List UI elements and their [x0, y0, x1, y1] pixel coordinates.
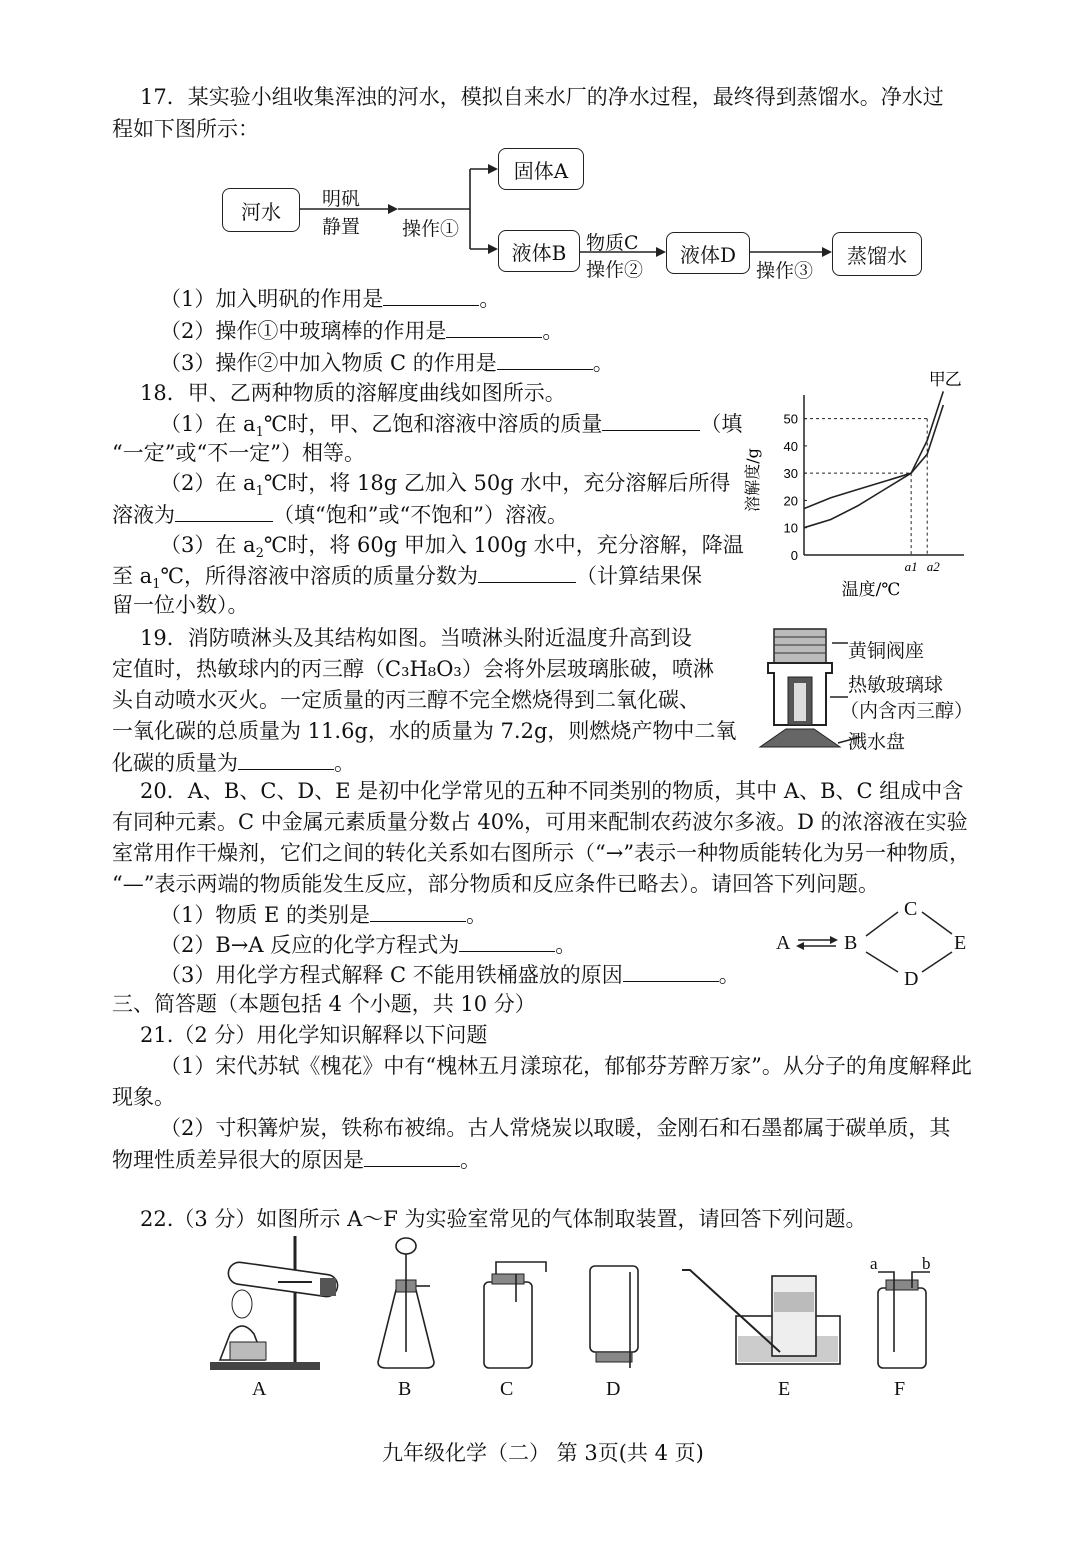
flow-liquid-d-box: 液体D — [666, 232, 750, 274]
y-tick-label: 0 — [790, 548, 798, 563]
apparatus-figure — [200, 1232, 960, 1382]
apparatus-label-c: C — [500, 1378, 514, 1400]
flow-river-box: 河水 — [222, 188, 300, 232]
sprinkler-ball-label2: （内含丙三醇） — [840, 700, 974, 722]
apparatus-label-f: F — [894, 1378, 906, 1400]
flow-distilled-box: 蒸馏水 — [832, 232, 922, 276]
q19-line4: 一氧化碳的总质量为 11.6g，水的质量为 7.2g，则燃烧产物中二氧 — [112, 719, 737, 743]
node-b: B — [844, 932, 858, 954]
q22-line1: 22.（3 分）如图所示 A～F 为实验室常见的气体制取装置，请回答下列问题。 — [140, 1207, 867, 1231]
node-e: E — [954, 932, 967, 954]
port-b-label: b — [922, 1254, 931, 1273]
sprinkler-ball-label: 热敏玻璃球 — [848, 674, 944, 696]
flow-solid-a-box: 固体A — [498, 148, 584, 190]
apparatus-label-a: A — [252, 1378, 267, 1400]
q21-line4: （2）寸积篝炉炭，铁称布被绵。古人常烧炭以取暖，金刚石和石墨都属于碳单质，其 — [160, 1116, 951, 1140]
q18-s1: （1）在 $a_1℃$时，甲、乙饱和溶液中溶质的质量 （填 — [160, 412, 743, 441]
node-c: C — [904, 898, 918, 920]
q20-sub2: （2）B→A 反应的化学方程式为 。 — [160, 933, 577, 957]
q21-line2: （1）宋代苏轼《槐花》中有“槐林五月漾琼花，郁郁芬芳醉万家”。从分子的角度解释此 — [160, 1054, 972, 1078]
q18-s3-cont: 至 $a_1℃$，所得溶液中溶质的质量分数为 （计算结果保 — [112, 564, 702, 593]
q17-line2: 程如下图所示： — [112, 117, 259, 141]
node-d: D — [904, 968, 919, 990]
q17-sub2: （2）操作①中玻璃棒的作用是 。 — [160, 319, 564, 343]
flow-alum-label: 明矾 — [322, 188, 361, 210]
q17-sub3: （3）操作②中加入物质 C 的作用是 。 — [160, 351, 614, 375]
y-tick-label: 20 — [783, 493, 798, 509]
q19-line1: 19．消防喷淋头及其结构如图。当喷淋头附近温度升高到设 — [140, 626, 692, 650]
y-tick-label: 40 — [783, 438, 798, 454]
q18-s3-cont2: 留一位小数）。 — [112, 593, 249, 617]
q18-line1: 18．甲、乙两种物质的溶解度曲线如图所示。 — [140, 381, 566, 405]
q17-sub1: （1）加入明矾的作用是 。 — [160, 287, 501, 311]
flow-op1-label: 操作① — [402, 218, 460, 240]
y-tick-label: 30 — [783, 466, 798, 482]
q21-line1: 21.（2 分）用化学知识解释以下问题 — [140, 1023, 488, 1047]
q18-s1-cont: “一定”或“不一定”）相等。 — [112, 441, 365, 465]
flow-subst-c-label: 物质C — [586, 232, 639, 254]
q20-line1: 20．A、B、C、D、E 是初中化学常见的五种不同类别的物质，其中 A、B、C 组成中含 — [140, 779, 964, 803]
node-a: A — [776, 932, 791, 954]
q21-line5: 物理性质差异很大的原因是 。 — [112, 1148, 481, 1172]
apparatus-label-d: D — [606, 1378, 621, 1400]
port-a-label: a — [870, 1254, 878, 1273]
q20-line3: 室常用作干燥剂，它们之间的转化关系如右图所示（“→”表示一种物质能转化为另一种物质， — [112, 841, 971, 865]
page-footer: 九年级化学（二） 第 3页(共 4 页) — [382, 1441, 704, 1465]
series-yi-label: 乙 — [944, 370, 962, 390]
flow-liquid-b-box: 液体B — [498, 230, 580, 272]
sprinkler-plate-label: 溅水盘 — [848, 731, 906, 753]
flow-settle-label: 静置 — [322, 216, 361, 238]
q20-line2: 有同种元素。C 中金属元素质量分数占 40%，可用来配制农药波尔多液。D 的浓溶液在实验 — [112, 810, 968, 834]
sprinkler-seat-label: 黄铜阀座 — [848, 640, 925, 662]
y-axis-label: 溶解度/g — [743, 448, 762, 512]
x-axis-label: 温度/℃ — [841, 580, 901, 600]
section3-heading: 三、简答题（本题包括 4 个小题，共 10 分） — [112, 992, 536, 1016]
apparatus-label-e: E — [778, 1378, 791, 1400]
q20-sub1: （1）物质 E 的类别是 。 — [160, 903, 488, 927]
q18-s3: （3）在 $a_2℃$时，将 60g 甲加入 100g 水中，充分溶解，降温 — [160, 533, 744, 562]
y-tick-label: 50 — [783, 411, 798, 427]
x-tick-a2: a2 — [926, 559, 940, 574]
q19-line3: 头自动喷水灭火。一定质量的丙三醇不完全燃烧得到二氧化碳、 — [112, 688, 700, 712]
flow-op2-label: 操作② — [586, 259, 644, 281]
apparatus-label-b: B — [398, 1378, 412, 1400]
q18-s2: （2）在 $a_1℃$时，将 18g 乙加入 50g 水中，充分溶解后所得 — [160, 471, 731, 500]
q21-line3: 现象。 — [112, 1085, 175, 1109]
q18-s2-cont: 溶液为 （填“饱和”或“不饱和”）溶液。 — [112, 503, 568, 527]
q17-line1: 17．某实验小组收集浑浊的河水，模拟自来水厂的净水过程，最终得到蒸馏水。净水过 — [140, 85, 944, 109]
flow-op3-label: 操作③ — [756, 260, 814, 282]
series-jia-label: 甲 — [928, 370, 946, 390]
y-tick-label: 10 — [783, 520, 798, 536]
q20-sub3: （3）用化学方程式解释 C 不能用铁桶盛放的原因 。 — [160, 963, 740, 987]
q19-line2: 定值时，热敏球内的丙三醇（C₃H₈O₃）会将外层玻璃胀破，喷淋 — [112, 657, 714, 681]
q19-line5: 化碳的质量为 。 — [112, 751, 355, 775]
x-tick-a1: a1 — [904, 559, 918, 574]
q20-line4: “—”表示两端的物质能发生反应，部分物质和反应条件已略去）。请回答下列问题。 — [112, 872, 879, 896]
